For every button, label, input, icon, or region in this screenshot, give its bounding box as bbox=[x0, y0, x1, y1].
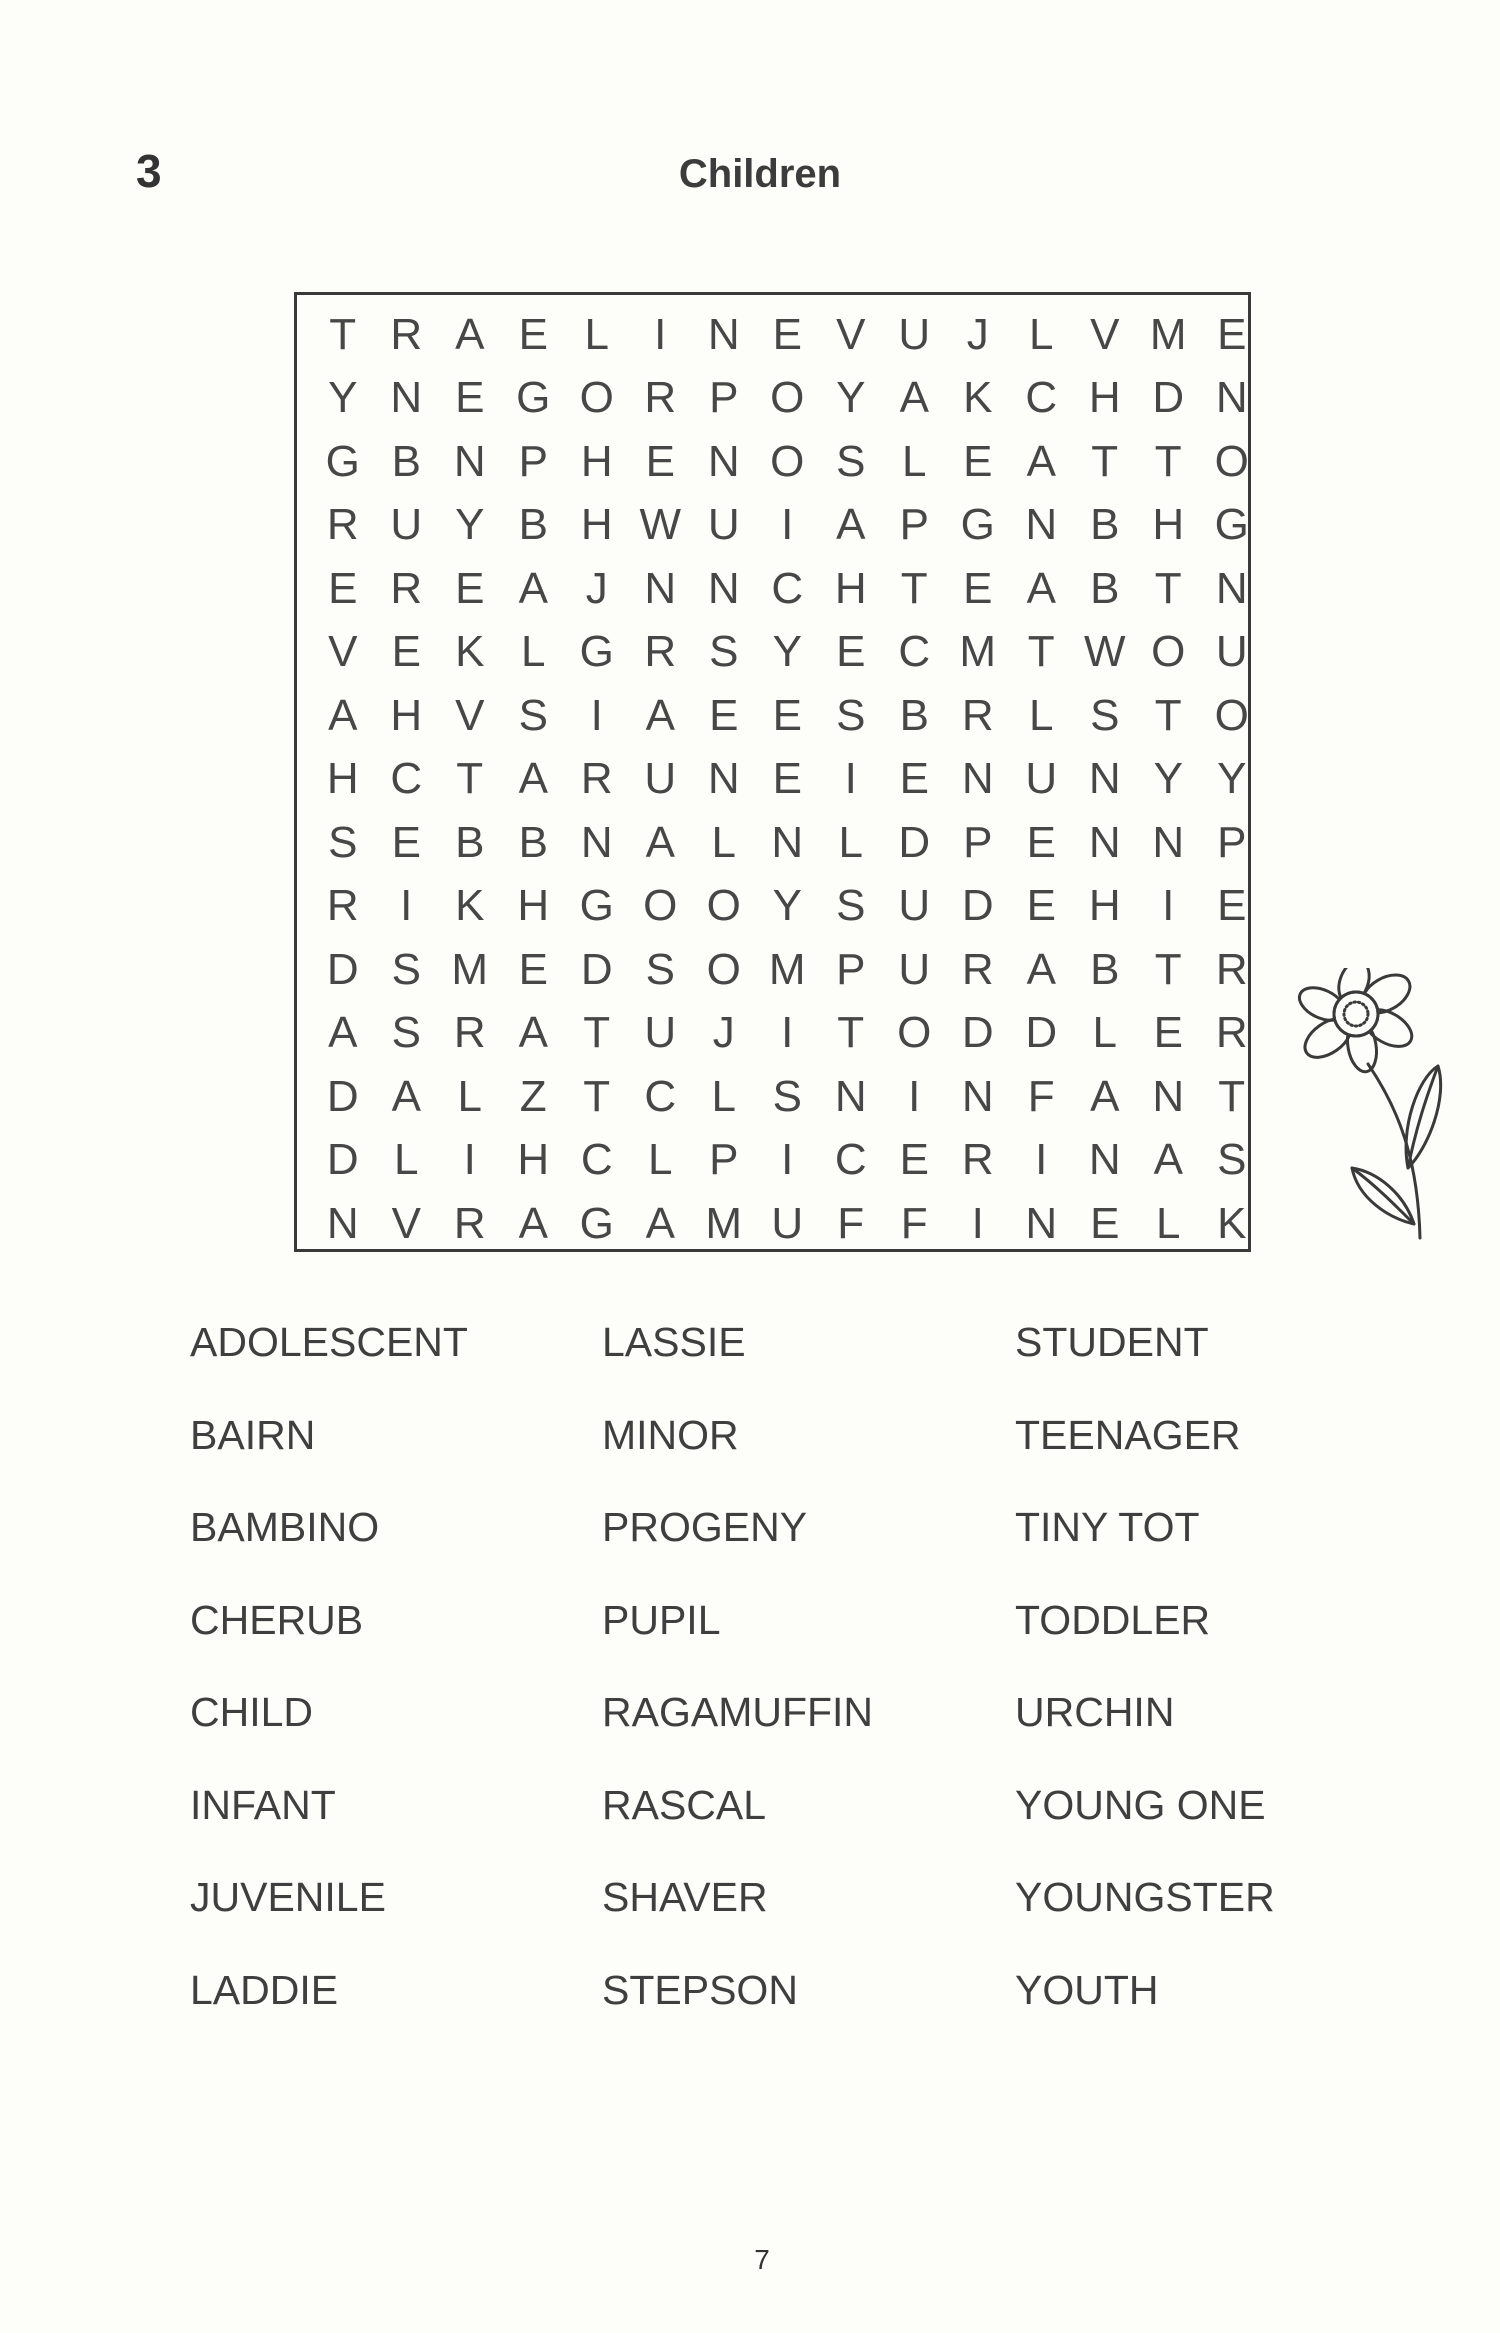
grid-letter[interactable]: M bbox=[1149, 309, 1187, 359]
grid-letter[interactable]: D bbox=[326, 1135, 359, 1185]
grid-letter[interactable]: D bbox=[1025, 1008, 1058, 1058]
grid-letter[interactable]: O bbox=[770, 436, 805, 486]
grid-letter[interactable]: R bbox=[1215, 944, 1248, 994]
grid-letter[interactable]: M bbox=[959, 627, 997, 677]
word-list-item: TEENAGER bbox=[1015, 1411, 1241, 1458]
grid-letter[interactable]: E bbox=[899, 1135, 929, 1185]
grid-letter[interactable]: M bbox=[705, 1198, 743, 1248]
word-list-item: TINY TOT bbox=[1015, 1504, 1200, 1550]
word-list-item: MINOR bbox=[602, 1411, 739, 1458]
grid-letter[interactable]: H bbox=[517, 1135, 550, 1185]
word-list-item: PROGENY bbox=[602, 1504, 808, 1550]
grid-letter[interactable]: Z bbox=[519, 1071, 547, 1121]
grid-letter[interactable]: N bbox=[390, 373, 423, 423]
grid-letter[interactable]: L bbox=[1029, 309, 1054, 359]
grid-letter[interactable]: O bbox=[1151, 627, 1186, 677]
grid-letter[interactable]: D bbox=[898, 817, 931, 867]
grid-letter[interactable]: A bbox=[518, 1008, 548, 1058]
grid-letter[interactable]: N bbox=[453, 436, 486, 486]
grid-letter[interactable]: B bbox=[391, 436, 421, 486]
grid-letter[interactable]: U bbox=[644, 1008, 677, 1058]
grid-letter[interactable]: S bbox=[836, 690, 866, 740]
grid-letter[interactable]: J bbox=[585, 563, 608, 613]
grid-letter[interactable]: L bbox=[584, 309, 609, 359]
grid-letter[interactable]: D bbox=[961, 881, 994, 931]
grid-letter[interactable]: E bbox=[963, 563, 993, 613]
grid-letter[interactable]: S bbox=[1217, 1135, 1247, 1185]
grid-letter[interactable]: N bbox=[1152, 817, 1185, 867]
grid-letter[interactable]: U bbox=[390, 500, 423, 550]
grid-letter[interactable]: A bbox=[328, 690, 358, 740]
grid-letter[interactable]: R bbox=[961, 944, 994, 994]
grid-letter[interactable]: C bbox=[390, 754, 423, 804]
grid-letter[interactable]: P bbox=[709, 1135, 739, 1185]
grid-letter[interactable]: P bbox=[1217, 817, 1247, 867]
grid-letter[interactable]: T bbox=[1027, 627, 1055, 677]
word-list-item: INFANT bbox=[190, 1781, 336, 1828]
grid-letter[interactable]: P bbox=[899, 500, 929, 550]
grid-letter[interactable]: N bbox=[771, 817, 804, 867]
grid-letter[interactable]: N bbox=[1088, 817, 1121, 867]
grid-letter[interactable]: K bbox=[963, 373, 993, 423]
grid-letter[interactable]: A bbox=[1026, 436, 1056, 486]
flower-icon bbox=[1288, 968, 1448, 1248]
grid-letter[interactable]: I bbox=[844, 754, 857, 804]
grid-letter[interactable]: L bbox=[394, 1135, 419, 1185]
grid-letter[interactable]: H bbox=[580, 436, 613, 486]
grid-letter[interactable]: E bbox=[518, 944, 548, 994]
grid-letter[interactable]: T bbox=[583, 1008, 611, 1058]
grid-letter[interactable]: H bbox=[517, 881, 550, 931]
grid-letter[interactable]: S bbox=[1090, 690, 1120, 740]
grid-letter[interactable]: O bbox=[770, 373, 805, 423]
grid-letter[interactable]: C bbox=[580, 1135, 613, 1185]
page-number: 7 bbox=[754, 2244, 770, 2275]
grid-letter[interactable]: R bbox=[326, 500, 359, 550]
grid-letter[interactable]: E bbox=[963, 436, 993, 486]
grid-letter[interactable]: E bbox=[1090, 1198, 1120, 1248]
word-list-item: BAMBINO bbox=[190, 1504, 380, 1550]
grid-letter[interactable]: A bbox=[328, 1008, 358, 1058]
grid-letter[interactable]: B bbox=[899, 690, 929, 740]
grid-letter[interactable]: A bbox=[391, 1071, 421, 1121]
grid-letter[interactable]: S bbox=[772, 1071, 802, 1121]
grid-letter[interactable]: R bbox=[390, 563, 423, 613]
grid-letter[interactable]: Y bbox=[455, 500, 485, 550]
grid-letter[interactable]: Y bbox=[836, 373, 866, 423]
grid-letter[interactable]: F bbox=[837, 1198, 865, 1248]
grid-letter[interactable]: P bbox=[963, 817, 993, 867]
grid-letter[interactable]: A bbox=[645, 1198, 675, 1248]
grid-letter[interactable]: E bbox=[518, 309, 548, 359]
grid-letter[interactable]: S bbox=[328, 817, 358, 867]
grid-letter[interactable]: U bbox=[898, 944, 931, 994]
grid-letter[interactable]: C bbox=[644, 1071, 677, 1121]
grid-letter[interactable]: E bbox=[1217, 881, 1247, 931]
grid-letter[interactable]: N bbox=[834, 1071, 867, 1121]
word-list bbox=[190, 1318, 1315, 2058]
grid-letter[interactable]: A bbox=[518, 1198, 548, 1248]
grid-letter[interactable]: S bbox=[518, 690, 548, 740]
grid-letter[interactable]: D bbox=[1152, 373, 1185, 423]
grid-letter[interactable]: I bbox=[463, 1135, 476, 1185]
grid-letter[interactable]: D bbox=[326, 944, 359, 994]
grid-letter[interactable]: N bbox=[1025, 1198, 1058, 1248]
grid-letter[interactable]: L bbox=[1029, 690, 1054, 740]
grid-letter[interactable]: S bbox=[836, 881, 866, 931]
grid-letter[interactable]: V bbox=[1090, 309, 1120, 359]
word-list-item: ADOLESCENT bbox=[190, 1319, 468, 1365]
grid-letter[interactable]: R bbox=[644, 627, 677, 677]
grid-letter[interactable]: I bbox=[781, 1008, 794, 1058]
grid-letter[interactable]: E bbox=[772, 309, 802, 359]
grid-letter[interactable]: A bbox=[455, 309, 485, 359]
word-list-item: STUDENT bbox=[1015, 1319, 1209, 1365]
grid-letter[interactable]: N bbox=[580, 817, 613, 867]
grid-letter[interactable]: N bbox=[707, 309, 740, 359]
word-list-item: PUPIL bbox=[602, 1596, 721, 1643]
grid-letter[interactable]: U bbox=[1025, 754, 1058, 804]
word-list-item: URCHIN bbox=[1015, 1689, 1175, 1735]
grid-letter[interactable]: T bbox=[456, 754, 484, 804]
grid-letter[interactable]: M bbox=[768, 944, 806, 994]
grid-letter[interactable]: I bbox=[971, 1198, 984, 1248]
grid-letter[interactable]: N bbox=[961, 1071, 994, 1121]
grid-letter[interactable]: U bbox=[898, 309, 931, 359]
grid-letter[interactable]: T bbox=[1154, 563, 1182, 613]
grid-letter[interactable]: T bbox=[1154, 436, 1182, 486]
grid-letter[interactable]: U bbox=[707, 500, 740, 550]
grid-letter[interactable]: N bbox=[1215, 563, 1248, 613]
grid-letter[interactable]: T bbox=[1154, 690, 1182, 740]
grid-letter[interactable]: N bbox=[1152, 1071, 1185, 1121]
grid-letter[interactable]: I bbox=[1035, 1135, 1048, 1185]
grid-letter[interactable]: W bbox=[639, 500, 682, 550]
grid-letter[interactable]: H bbox=[1088, 881, 1121, 931]
grid-letter[interactable]: N bbox=[707, 754, 740, 804]
grid-letter[interactable]: T bbox=[1091, 436, 1119, 486]
word-list-item: LASSIE bbox=[602, 1319, 746, 1365]
grid-letter[interactable]: L bbox=[1156, 1198, 1181, 1248]
grid-letter[interactable]: H bbox=[1088, 373, 1121, 423]
grid-letter[interactable]: G bbox=[579, 1198, 614, 1248]
grid-letter[interactable]: I bbox=[400, 881, 413, 931]
grid-letter[interactable]: B bbox=[455, 817, 485, 867]
grid-letter[interactable]: L bbox=[902, 436, 927, 486]
grid-letter[interactable]: N bbox=[707, 563, 740, 613]
word-list-item: YOUNG ONE bbox=[1015, 1781, 1266, 1828]
grid-letter[interactable]: N bbox=[1088, 754, 1121, 804]
grid-letter[interactable]: A bbox=[1026, 563, 1056, 613]
grid-letter[interactable]: L bbox=[711, 817, 736, 867]
grid-letter[interactable]: A bbox=[518, 563, 548, 613]
word-list-item: YOUNGSTER bbox=[1015, 1874, 1275, 1920]
grid-letter[interactable]: C bbox=[771, 563, 804, 613]
grid-letter[interactable]: E bbox=[1026, 817, 1056, 867]
grid-letter[interactable]: V bbox=[328, 627, 358, 677]
grid-letter[interactable]: Y bbox=[772, 881, 802, 931]
grid-letter[interactable]: N bbox=[1088, 1135, 1121, 1185]
grid-letter[interactable]: T bbox=[583, 1071, 611, 1121]
grid-letter[interactable]: N bbox=[1025, 500, 1058, 550]
grid-letter[interactable]: R bbox=[1215, 1008, 1248, 1058]
grid-letter[interactable]: V bbox=[836, 309, 866, 359]
grid-letter[interactable]: F bbox=[1027, 1071, 1055, 1121]
grid-letter[interactable]: A bbox=[1090, 1071, 1120, 1121]
grid-letter[interactable]: V bbox=[455, 690, 485, 740]
grid-letter[interactable]: S bbox=[709, 627, 739, 677]
grid-letter[interactable]: R bbox=[961, 1135, 994, 1185]
word-list-item: JUVENILE bbox=[190, 1874, 386, 1920]
grid-letter[interactable]: A bbox=[836, 500, 866, 550]
grid-letter[interactable]: R bbox=[326, 881, 359, 931]
grid-letter[interactable]: M bbox=[451, 944, 489, 994]
grid-letter[interactable]: I bbox=[590, 690, 603, 740]
grid-letter[interactable]: T bbox=[1218, 1071, 1246, 1121]
grid-letter[interactable]: J bbox=[712, 1008, 735, 1058]
grid-letter[interactable]: U bbox=[1215, 627, 1248, 677]
grid-letter[interactable]: H bbox=[1152, 500, 1185, 550]
grid-letter[interactable]: Y bbox=[772, 627, 802, 677]
word-list-item: SHAVER bbox=[602, 1874, 768, 1920]
grid-letter[interactable]: S bbox=[391, 1008, 421, 1058]
grid-letter[interactable]: E bbox=[455, 563, 485, 613]
grid-letter[interactable]: A bbox=[1153, 1135, 1183, 1185]
grid-letter[interactable]: O bbox=[643, 881, 678, 931]
grid-letter[interactable]: R bbox=[390, 309, 423, 359]
grid-letter[interactable]: E bbox=[328, 563, 358, 613]
grid-letter[interactable]: N bbox=[961, 754, 994, 804]
grid-letter[interactable]: B bbox=[518, 500, 548, 550]
grid-letter[interactable]: G bbox=[1214, 500, 1249, 550]
word-list-item: CHILD bbox=[190, 1689, 314, 1735]
puzzle-title: Children bbox=[678, 152, 842, 196]
grid-letter[interactable]: E bbox=[772, 754, 802, 804]
grid-letter[interactable]: B bbox=[1090, 944, 1120, 994]
grid-letter[interactable]: K bbox=[1217, 1198, 1247, 1248]
grid-letter[interactable]: C bbox=[834, 1135, 867, 1185]
word-list-item: STEPSON bbox=[602, 1966, 798, 2013]
grid-letter[interactable]: B bbox=[1090, 500, 1120, 550]
grid-letter[interactable]: E bbox=[1026, 881, 1056, 931]
grid-letter[interactable]: G bbox=[325, 436, 360, 486]
grid-letter[interactable]: E bbox=[772, 690, 802, 740]
grid-letter[interactable]: W bbox=[1083, 627, 1126, 677]
word-list-item: LADDIE bbox=[190, 1966, 339, 2013]
grid-letter[interactable]: A bbox=[518, 754, 548, 804]
grid-letter[interactable]: L bbox=[521, 627, 546, 677]
grid-letter[interactable]: U bbox=[771, 1198, 804, 1248]
grid-letter[interactable]: A bbox=[645, 690, 675, 740]
grid-letter[interactable]: H bbox=[326, 754, 359, 804]
word-list-item: RAGAMUFFIN bbox=[602, 1689, 874, 1735]
grid-letter[interactable]: Y bbox=[328, 373, 358, 423]
grid-letter[interactable]: I bbox=[781, 500, 794, 550]
grid-letter[interactable]: U bbox=[644, 754, 677, 804]
grid-letter[interactable]: A bbox=[645, 817, 675, 867]
grid-letter[interactable]: R bbox=[961, 690, 994, 740]
grid-letter[interactable]: E bbox=[1153, 1008, 1183, 1058]
grid-letter[interactable]: G bbox=[579, 627, 614, 677]
grid-letter[interactable]: H bbox=[580, 500, 613, 550]
grid-letter[interactable]: E bbox=[836, 627, 866, 677]
grid-letter[interactable]: R bbox=[580, 754, 613, 804]
grid-letter[interactable]: E bbox=[899, 754, 929, 804]
grid-letter[interactable]: I bbox=[781, 1135, 794, 1185]
grid-letter[interactable]: U bbox=[898, 881, 931, 931]
grid-letter[interactable]: O bbox=[1214, 690, 1249, 740]
grid-letter[interactable]: R bbox=[453, 1008, 486, 1058]
grid-letter[interactable]: C bbox=[1025, 373, 1058, 423]
grid-letter[interactable]: D bbox=[326, 1071, 359, 1121]
word-list-item: TODDLER bbox=[1015, 1596, 1211, 1643]
grid-letter[interactable]: P bbox=[709, 373, 739, 423]
grid-letter[interactable]: L bbox=[648, 1135, 673, 1185]
grid-letter[interactable]: S bbox=[391, 944, 421, 994]
grid-letter[interactable]: O bbox=[706, 881, 741, 931]
grid-letter[interactable]: L bbox=[838, 817, 863, 867]
grid-letter[interactable]: E bbox=[645, 436, 675, 486]
grid-letter[interactable]: O bbox=[579, 373, 614, 423]
grid-letter[interactable]: L bbox=[1092, 1008, 1117, 1058]
word-list-item: RASCAL bbox=[602, 1781, 767, 1828]
grid-letter[interactable]: R bbox=[644, 373, 677, 423]
grid-letter[interactable]: D bbox=[580, 944, 613, 994]
grid-letter[interactable]: V bbox=[391, 1198, 421, 1248]
grid-letter[interactable]: K bbox=[455, 627, 485, 677]
grid-letter[interactable]: C bbox=[898, 627, 931, 677]
puzzle-number: 3 bbox=[136, 145, 162, 197]
grid-letter[interactable]: G bbox=[516, 373, 551, 423]
grid-letter[interactable]: J bbox=[966, 309, 989, 359]
grid-letter[interactable]: G bbox=[579, 881, 614, 931]
grid-letter[interactable]: B bbox=[518, 817, 548, 867]
grid-letter[interactable]: Y bbox=[1217, 754, 1247, 804]
grid-letter[interactable]: E bbox=[455, 373, 485, 423]
grid-letter[interactable]: A bbox=[1026, 944, 1056, 994]
grid-letter[interactable]: F bbox=[900, 1198, 928, 1248]
grid-letter[interactable]: D bbox=[961, 1008, 994, 1058]
grid-letter[interactable]: S bbox=[836, 436, 866, 486]
grid-letter[interactable]: Y bbox=[1153, 754, 1183, 804]
grid-letter[interactable]: N bbox=[644, 563, 677, 613]
grid-letter[interactable]: O bbox=[1214, 436, 1249, 486]
grid-letter[interactable]: I bbox=[654, 309, 667, 359]
grid-letter[interactable]: T bbox=[900, 563, 928, 613]
grid-letter[interactable]: I bbox=[908, 1071, 921, 1121]
grid-letter[interactable]: T bbox=[837, 1008, 865, 1058]
grid-letter[interactable]: O bbox=[897, 1008, 932, 1058]
grid-letter[interactable]: E bbox=[391, 627, 421, 677]
grid-letter[interactable]: E bbox=[1217, 309, 1247, 359]
grid-letter[interactable]: N bbox=[326, 1198, 359, 1248]
word-search-grid bbox=[311, 303, 1264, 1256]
grid-letter[interactable]: O bbox=[706, 944, 741, 994]
grid-letter[interactable]: E bbox=[391, 817, 421, 867]
word-list-item: BAIRN bbox=[190, 1411, 316, 1458]
grid-letter[interactable]: G bbox=[960, 500, 995, 550]
grid-letter[interactable]: B bbox=[1090, 563, 1120, 613]
word-list-item: CHERUB bbox=[190, 1596, 364, 1643]
grid-letter[interactable]: T bbox=[329, 309, 357, 359]
grid-letter[interactable]: L bbox=[711, 1071, 736, 1121]
grid-letter[interactable]: N bbox=[707, 436, 740, 486]
grid-letter[interactable]: P bbox=[518, 436, 548, 486]
grid-letter[interactable]: I bbox=[1162, 881, 1175, 931]
grid-letter[interactable]: H bbox=[390, 690, 423, 740]
grid-letter[interactable]: N bbox=[1215, 373, 1248, 423]
grid-letter[interactable]: S bbox=[645, 944, 675, 994]
grid-letter[interactable]: E bbox=[709, 690, 739, 740]
grid-letter[interactable]: L bbox=[457, 1071, 482, 1121]
word-search-grid-frame bbox=[294, 292, 1251, 1252]
grid-letter[interactable]: A bbox=[899, 373, 929, 423]
grid-letter[interactable]: K bbox=[455, 881, 485, 931]
word-list-item: YOUTH bbox=[1015, 1966, 1159, 2013]
grid-letter[interactable]: H bbox=[834, 563, 867, 613]
grid-letter[interactable]: P bbox=[836, 944, 866, 994]
grid-letter[interactable]: T bbox=[1154, 944, 1182, 994]
grid-letter[interactable]: R bbox=[453, 1198, 486, 1248]
